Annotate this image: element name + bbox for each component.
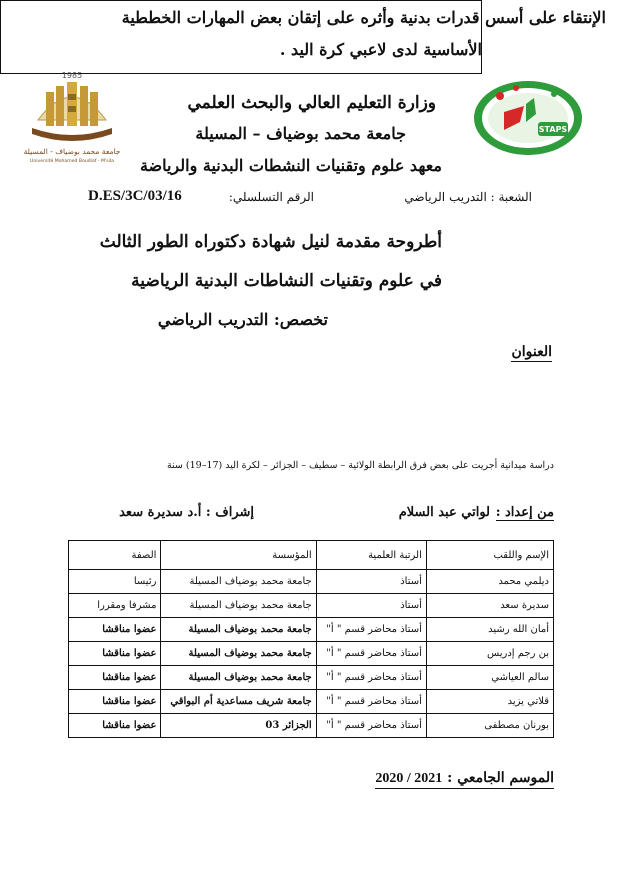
- jury-name: بن رجم إدريس: [426, 642, 553, 666]
- table-row: [69, 594, 554, 618]
- table-row: [69, 570, 554, 594]
- jury-header-rank: الرتبة العلمية: [316, 541, 426, 570]
- prepared-by-name: لواتي عبد السلام: [398, 505, 490, 520]
- table-row: [69, 666, 554, 690]
- supervision: إشراف : أ.د سديرة سعد: [119, 505, 254, 520]
- serial-label: الرقم التسلسلي:: [228, 190, 314, 204]
- jury-rank: أستاذ: [316, 570, 426, 594]
- jury-role: عضوا مناقشا: [69, 642, 161, 666]
- logo-name-ar: جامعة محمد بوضياف - المسيلة: [24, 147, 120, 156]
- jury-role: عضوا مناقشا: [69, 618, 161, 642]
- thesis-degree: أطروحة مقدمة لنيل شهادة دكتوراه الطور الثالث: [99, 232, 442, 252]
- title-box: [0, 0, 606, 74]
- prepared-by-label: من إعداد :: [495, 505, 554, 520]
- institute-name: معهد علوم وتقنيات النشطات البدنية والرياضة: [139, 156, 442, 175]
- jury-institution: جامعة محمد بوضياف المسيلة: [161, 666, 316, 690]
- jury-rank: أستاذ محاضر قسم " أ": [316, 666, 426, 690]
- season-value: 2021 / 2020: [375, 771, 443, 786]
- jury-rank: أستاذ محاضر قسم " أ": [316, 642, 426, 666]
- jury-rank: أستاذ: [316, 594, 426, 618]
- season-label: الموسم الجامعي :: [447, 770, 554, 786]
- thesis-specialty: تخصص: التدريب الرياضي: [157, 310, 328, 329]
- ministry-name: وزارة التعليم العالي والبحث العلمي: [187, 93, 436, 113]
- jury-institution: جامعة محمد بوضياف المسيلة: [161, 642, 316, 666]
- jury-rank: أستاذ محاضر قسم " أ": [316, 690, 426, 714]
- jury-institution: جامعة محمد بوضياف المسيلة: [161, 570, 316, 594]
- university-logo: [24, 68, 120, 164]
- jury-header-name: الإسم واللقب: [426, 541, 553, 570]
- jury-role: رئيسا: [69, 570, 161, 594]
- jury-rank: أستاذ محاضر قسم " أ": [316, 618, 426, 642]
- jury-institution: جامعة محمد بوضياف المسيلة: [161, 618, 316, 642]
- thesis-field: في علوم وتقنيات النشاطات البدنية الرياضية: [131, 271, 442, 291]
- jury-role: عضوا مناقشا: [69, 666, 161, 690]
- logo-year: 1985: [61, 71, 83, 80]
- academic-season: [375, 770, 554, 789]
- jury-rank: أستاذ محاضر قسم " أ": [316, 714, 426, 738]
- title-line-1: الإنتقاء على أسس قدرات بدنية وأثره على إتقان بعض المهارات الخططية: [121, 8, 606, 27]
- logo-staps: STAPS: [538, 125, 568, 134]
- university-name: جامعة محمد بوضياف – المسيلة: [195, 124, 406, 143]
- jury-name: قلاتي يزيد: [426, 690, 553, 714]
- table-row: [69, 618, 554, 642]
- title-line-2: الأساسية لدى لاعبي كرة اليد .: [279, 40, 482, 59]
- table-row: [69, 690, 554, 714]
- serial-value: D.ES/3C/03/16: [88, 188, 182, 204]
- title-label: العنوان: [511, 344, 552, 360]
- jury-name: أمان الله رشيد: [426, 618, 553, 642]
- jury-header-role: الصفة: [69, 541, 161, 570]
- logo-name-fr: Université Mohamed Boudiaf - M'sila: [30, 159, 114, 164]
- table-row: [69, 642, 554, 666]
- jury-role: عضوا مناقشا: [69, 690, 161, 714]
- jury-institution: جامعة شريف مساعدية أم البواقي: [161, 690, 316, 714]
- jury-name: ديلمي محمد: [426, 570, 553, 594]
- jury-header-institution: المؤسسة: [161, 541, 316, 570]
- table-row: [69, 714, 554, 738]
- jury-name: سديرة سعد: [426, 594, 553, 618]
- jury-header-row: [69, 541, 554, 570]
- study-note: دراسة ميدانية أجريت على بعض فرق الرابطة الولائية – سطيف – الجزائر – لكرة اليد (17–19) سنة: [166, 460, 554, 471]
- jury-role: عضوا مناقشا: [69, 714, 161, 738]
- jury-table: [68, 540, 554, 738]
- jury-name: سالم العياشي: [426, 666, 553, 690]
- institute-logo: [470, 78, 586, 158]
- jury-role: مشرفا ومقررا: [69, 594, 161, 618]
- jury-name: بورنان مصطفى: [426, 714, 553, 738]
- jury-institution: الجزائر 03: [161, 714, 316, 738]
- branch-label: الشعبة : التدريب الرياضي: [404, 190, 532, 204]
- jury-institution: جامعة محمد بوضياف المسيلة: [161, 594, 316, 618]
